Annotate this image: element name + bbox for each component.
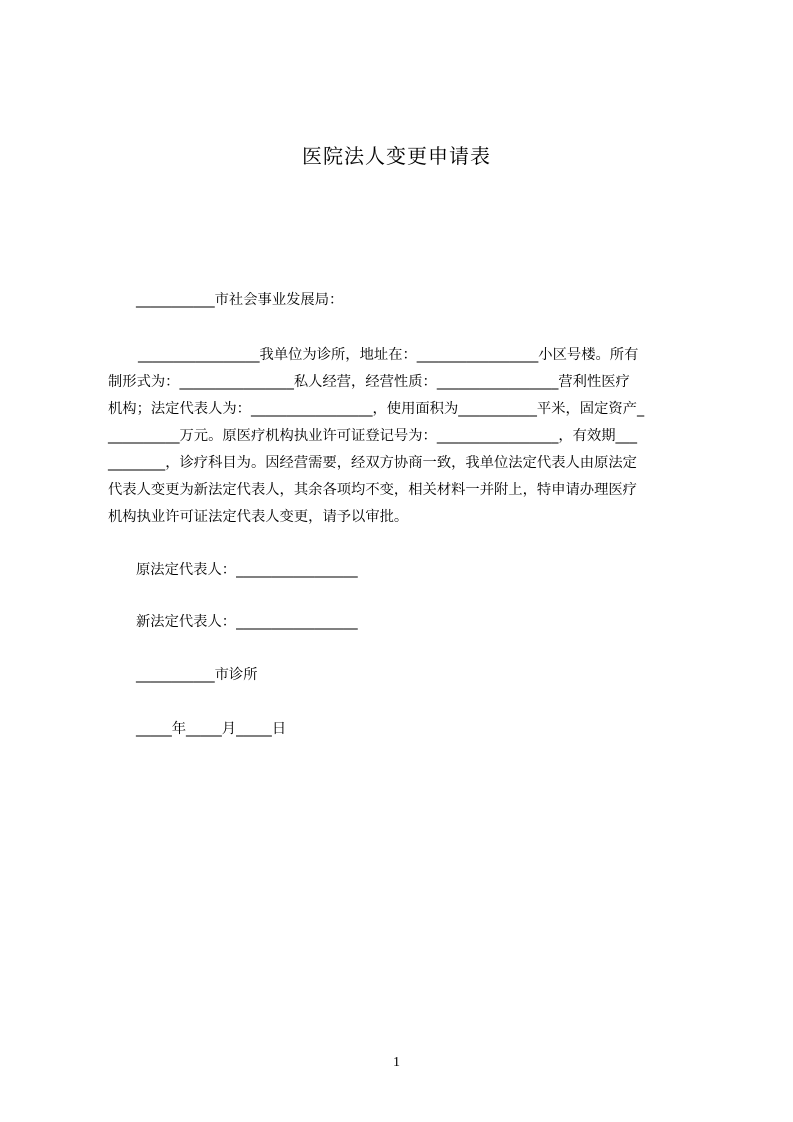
page-title: 医院法人变更申请表: [302, 144, 491, 168]
clinic-signature-field: ___________市诊所: [136, 667, 258, 683]
page-number: 1: [393, 1055, 400, 1070]
body-line-6: 代表人变更为新法定代表人，其余各项均不变，相关材料一并附上，特申请办理医疗: [108, 482, 637, 498]
body-line-2: 制形式为：________________私人经营，经营性质：_________________营利性医疗: [108, 374, 630, 390]
former-representative-field: 原法定代表人：_________________: [136, 562, 358, 578]
body-line-7: 机构执业许可证法定代表人变更，请予以审批。: [108, 509, 409, 525]
body-line-1: _________________我单位为诊所，地址在：_________________小区号楼。所有: [138, 347, 639, 363]
body-line-3: 机构；法定代表人为：_________________，使用面积为___________平米，固定资产_: [108, 401, 645, 417]
body-line-4: __________万元。原医疗机构执业许可证登记号为：_________________，有效期___: [108, 428, 637, 444]
new-representative-field: 新法定代表人：_________________: [136, 614, 358, 630]
date-field: _____年_____月_____日: [136, 721, 287, 737]
body-line-5: ________，诊疗科目为。因经营需要，经双方协商一致，我单位法定代表人由原法定: [108, 455, 637, 471]
addressee-line: ___________市社会事业发展局：: [136, 292, 344, 308]
